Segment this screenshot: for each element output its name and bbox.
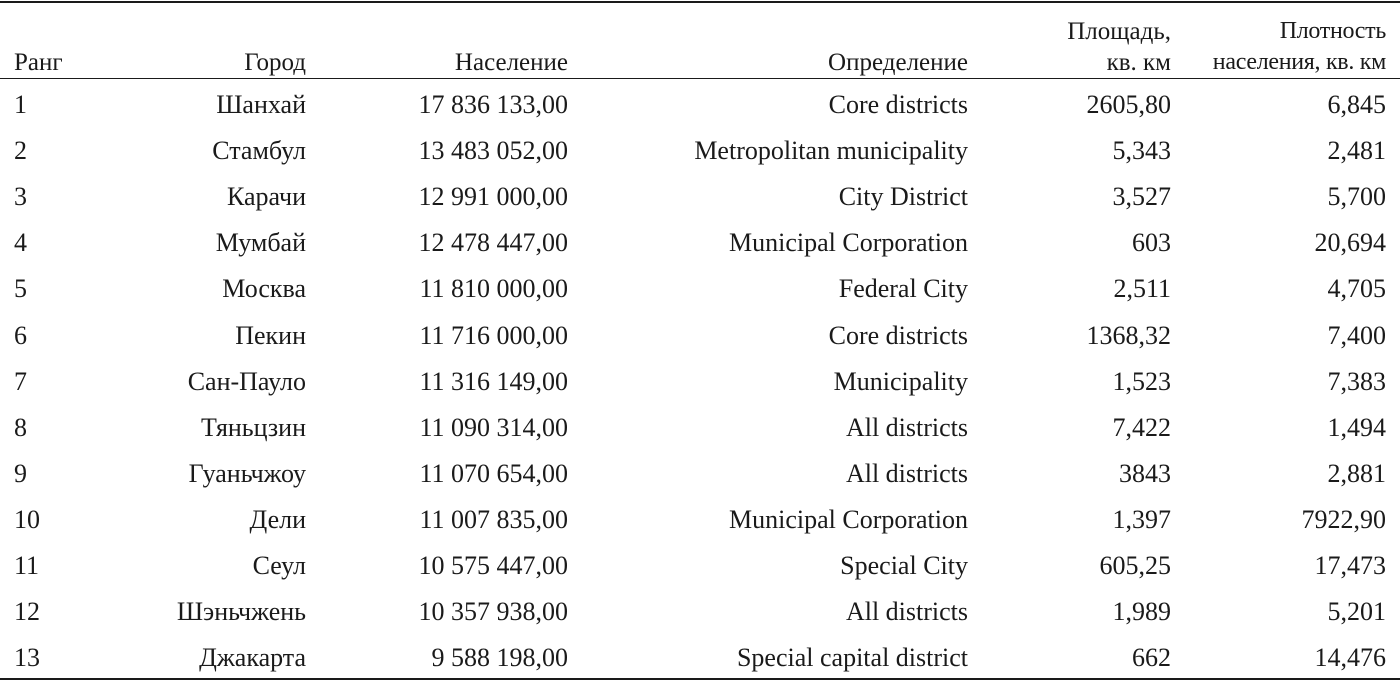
table-row [0,359,1400,405]
rank-cell: 1 [14,90,27,120]
table-row [0,220,1400,266]
density-cell: 5,201 [1327,597,1386,627]
rank-cell: 9 [14,458,27,488]
city-cell: Сан-Пауло [187,366,306,396]
table-row [0,543,1400,589]
population-cell: 12 478 447,00 [418,228,568,258]
table-row [0,451,1400,497]
density-cell: 7,400 [1327,320,1386,350]
rank-cell: 10 [14,504,40,534]
table-row [0,405,1400,451]
area-cell: 2605,80 [1086,90,1171,120]
definition-cell: Municipal Corporation [728,228,968,258]
area-cell: 1,397 [1112,504,1171,534]
area-cell: 603 [1132,228,1171,258]
rank-cell: 11 [14,550,40,580]
definition-cell: Special City [840,550,968,580]
definition-cell: Municipal Corporation [728,504,968,534]
city-cell: Шанхай [216,90,306,120]
city-cell: Сеул [252,550,306,580]
definition-column-header: Определение [828,49,968,76]
density-cell: 5,700 [1327,182,1386,212]
density-cell: 1,494 [1327,412,1386,442]
city-cell: Тяньцзин [201,412,306,442]
definition-cell: City District [838,182,968,212]
rank-cell: 12 [14,597,40,627]
definition-cell: All districts [845,412,968,442]
city-cell: Дели [249,504,306,534]
area-cell: 1368,32 [1086,320,1171,350]
density-header-line-2: населения, кв. км [1212,49,1386,75]
city-cell: Джакарта [199,643,306,673]
city-population-table [0,4,1400,681]
density-cell: 2,481 [1327,136,1386,166]
city-cell: Москва [222,274,306,304]
population-cell: 17 836 133,00 [418,90,568,120]
population-cell: 11 716 000,00 [419,320,568,350]
population-cell: 10 357 938,00 [418,597,568,627]
table-row [0,497,1400,543]
population-cell: 12 991 000,00 [418,182,568,212]
area-cell: 5,343 [1112,136,1171,166]
area-cell: 2,511 [1113,274,1171,304]
area-cell: 605,25 [1099,550,1171,580]
area-cell: 3843 [1119,458,1171,488]
density-column-header [1185,4,1400,82]
population-cell: 11 810 000,00 [419,274,568,304]
area-header-line-2: кв. км [1106,49,1171,76]
rank-cell: 4 [14,228,27,258]
table-row [0,128,1400,174]
definition-cell: Federal City [838,274,968,304]
density-cell: 2,881 [1327,458,1386,488]
population-cell: 11 316 149,00 [419,366,568,396]
density-cell: 7922,90 [1301,504,1386,534]
population-cell: 11 007 835,00 [419,504,568,534]
density-cell: 17,473 [1314,550,1386,580]
rank-cell: 3 [14,182,27,212]
city-cell: Стамбул [212,136,306,166]
city-cell: Шэньчжень [176,597,306,627]
definition-cell: Core districts [828,90,968,120]
table-row [0,266,1400,312]
definition-cell: Core districts [828,320,968,350]
population-cell: 9 588 198,00 [431,643,568,673]
definition-cell: Municipality [833,366,968,396]
table-row [0,589,1400,635]
density-cell: 14,476 [1314,643,1386,673]
city-cell: Мумбай [215,228,306,258]
header-row [0,4,1400,82]
population-cell: 11 070 654,00 [419,458,568,488]
city-column-header: Город [244,49,306,76]
density-header-line-1: Плотность [1279,18,1386,44]
rank-column-header: Ранг [14,49,63,76]
population-cell: 11 090 314,00 [419,412,568,442]
density-cell: 7,383 [1327,366,1386,396]
table-row [0,635,1400,681]
area-column-header [982,4,1185,82]
rank-cell: 13 [14,643,40,673]
density-cell: 20,694 [1314,228,1386,258]
table-row [0,82,1400,128]
city-cell: Карачи [226,182,306,212]
area-header-line-1: Площадь, [1067,18,1171,45]
definition-cell: Special capital district [736,643,968,673]
rank-cell: 8 [14,412,27,442]
area-cell: 7,422 [1112,412,1171,442]
city-cell: Гуаньчжоу [188,458,306,488]
rank-cell: 7 [14,366,27,396]
density-cell: 6,845 [1327,90,1386,120]
table-top-rule [0,1,1400,3]
table-body [0,82,1400,681]
population-column-header: Население [454,49,568,76]
rank-cell: 6 [14,320,27,350]
rank-cell: 5 [14,274,27,304]
population-cell: 13 483 052,00 [418,136,568,166]
table-row [0,312,1400,358]
area-cell: 662 [1132,643,1171,673]
density-cell: 4,705 [1327,274,1386,304]
area-cell: 1,523 [1112,366,1171,396]
population-cell: 10 575 447,00 [418,550,568,580]
definition-cell: All districts [845,597,968,627]
area-cell: 1,989 [1112,597,1171,627]
definition-cell: Metropolitan municipality [694,136,968,166]
table-row [0,174,1400,220]
area-cell: 3,527 [1112,182,1171,212]
city-cell: Пекин [235,320,306,350]
definition-cell: All districts [845,458,968,488]
rank-cell: 2 [14,136,27,166]
table-header [0,4,1400,82]
